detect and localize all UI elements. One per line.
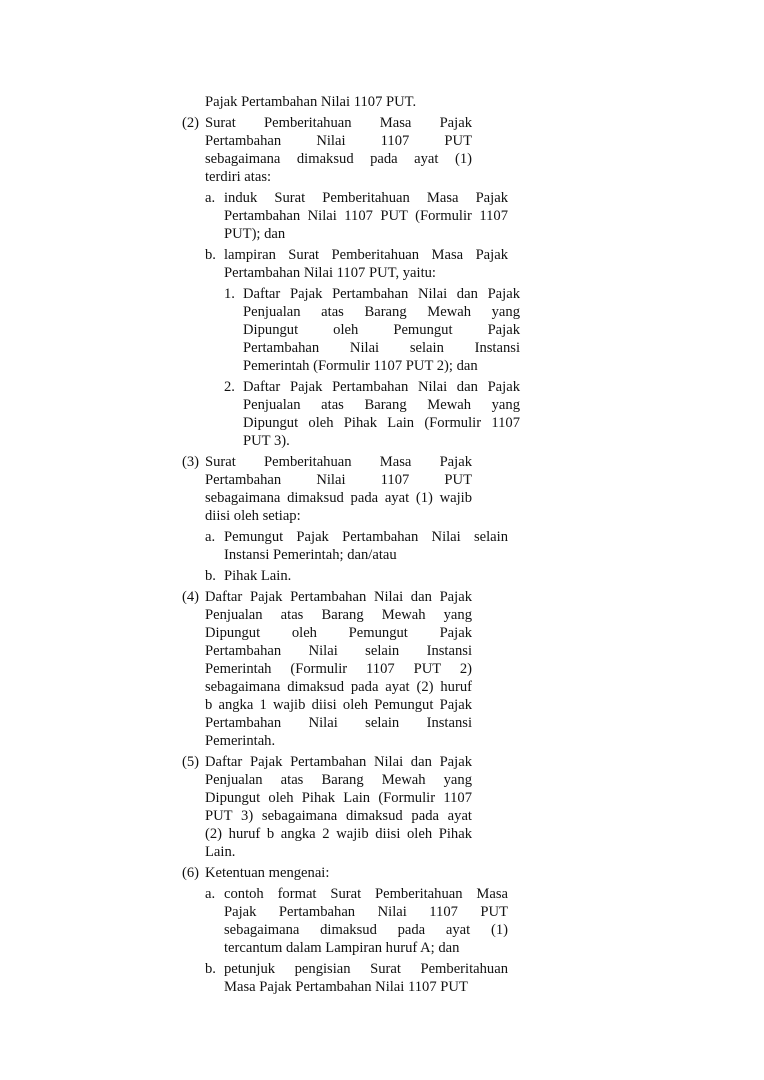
- paragraph-item: [0, 753, 764, 861]
- text-line: Penjualan atas Barang Mewah yang: [205, 772, 472, 788]
- text-line: contoh format Surat Pemberitahuan Masa: [224, 886, 508, 902]
- list-item: [0, 285, 764, 375]
- text-line: Surat Pemberitahuan Masa Pajak: [205, 454, 472, 470]
- item-text: [205, 864, 472, 882]
- text-line: sebagaimana dimaksud pada ayat (2) huruf: [205, 679, 472, 695]
- text-line: Pertambahan Nilai 1107 PUT: [205, 133, 472, 149]
- item-text: [205, 114, 472, 186]
- list-item: [0, 378, 764, 450]
- text-line: Daftar Pajak Pertambahan Nilai dan Pajak: [205, 589, 472, 605]
- text-line: PUT 3) sebagaimana dimaksud pada ayat: [205, 808, 472, 824]
- text-line: Pertambahan Nilai selain Instansi: [243, 340, 520, 356]
- text-line: Dipungut oleh Pemungut Pajak: [243, 322, 520, 338]
- text-line: Pihak Lain.: [224, 568, 292, 584]
- text-line: Pajak Pertambahan Nilai 1107 PUT: [224, 904, 508, 920]
- text-line: Surat Pemberitahuan Masa Pajak: [205, 115, 472, 131]
- item-number: 1.: [224, 286, 235, 302]
- item-text: [205, 588, 472, 750]
- item-number: b.: [205, 961, 216, 977]
- item-number: (3): [182, 454, 200, 470]
- text-line: (2) huruf b angka 2 wajib diisi oleh Pihak: [205, 826, 472, 842]
- text-line: Ketentuan mengenai:: [205, 865, 330, 881]
- item-text: [224, 528, 508, 564]
- text-line: Pemungut Pajak Pertambahan Nilai selain: [224, 529, 508, 545]
- text-line: Masa Pajak Pertambahan Nilai 1107 PUT: [224, 979, 468, 995]
- item-text: [243, 378, 520, 450]
- text-line: Pemerintah.: [205, 733, 276, 749]
- paragraph-item: [0, 114, 764, 186]
- text-line: Penjualan atas Barang Mewah yang: [243, 304, 520, 320]
- text-line: PUT); dan: [224, 226, 286, 242]
- text-line: Instansi Pemerintah; dan/atau: [224, 547, 397, 563]
- text-line: lampiran Surat Pemberitahuan Masa Pajak: [224, 247, 508, 263]
- list-item: [0, 885, 764, 957]
- text-line: Pertambahan Nilai selain Instansi: [205, 643, 472, 659]
- text-line: sebagaimana dimaksud pada ayat (1): [205, 151, 472, 167]
- item-number: a.: [205, 190, 216, 206]
- text-line: tercantum dalam Lampiran huruf A; dan: [224, 940, 460, 956]
- item-number: a.: [205, 529, 216, 545]
- text-line: Daftar Pajak Pertambahan Nilai dan Pajak: [205, 754, 472, 770]
- list-item: [0, 246, 764, 282]
- list-item: [0, 567, 764, 585]
- item-number: b.: [205, 247, 216, 263]
- text-line: Lain.: [205, 844, 236, 860]
- paragraph-item: [0, 864, 764, 882]
- text-line: diisi oleh setiap:: [205, 508, 301, 524]
- paragraph-item: [0, 453, 764, 525]
- item-text: [205, 453, 472, 525]
- item-text: [224, 189, 508, 243]
- text-line: Daftar Pajak Pertambahan Nilai dan Pajak: [243, 379, 520, 395]
- item-text: [224, 960, 508, 996]
- text-line: terdiri atas:: [205, 169, 272, 185]
- text-line: Pertambahan Nilai 1107 PUT: [205, 472, 472, 488]
- text-line: Pemerintah (Formulir 1107 PUT 2): [205, 661, 472, 677]
- text-line: Pertambahan Nilai 1107 PUT (Formulir 1107: [224, 208, 508, 224]
- text-line: PUT 3).: [243, 433, 290, 449]
- continued-text: [0, 93, 764, 111]
- text-line: petunjuk pengisian Surat Pemberitahuan: [224, 961, 508, 977]
- item-text: [205, 753, 472, 861]
- text-line: Pertambahan Nilai selain Instansi: [205, 715, 472, 731]
- text-line: Penjualan atas Barang Mewah yang: [205, 607, 472, 623]
- item-text: [224, 246, 508, 282]
- item-text: [205, 93, 472, 111]
- item-number: 2.: [224, 379, 235, 395]
- item-text: [224, 885, 508, 957]
- text-line: Dipungut oleh Pihak Lain (Formulir 1107: [243, 415, 520, 431]
- text-line: sebagaimana dimaksud pada ayat (1): [224, 922, 508, 938]
- text-line: Pertambahan Nilai 1107 PUT, yaitu:: [224, 265, 436, 281]
- item-number: (4): [182, 589, 200, 605]
- document-page: [0, 93, 764, 996]
- item-text: [243, 285, 520, 375]
- text-line: Dipungut oleh Pemungut Pajak: [205, 625, 472, 641]
- text-line: induk Surat Pemberitahuan Masa Pajak: [224, 190, 508, 206]
- list-item: [0, 528, 764, 564]
- text-line: b angka 1 wajib diisi oleh Pemungut Pajak: [205, 697, 472, 713]
- text-line: Pemerintah (Formulir 1107 PUT 2); dan: [243, 358, 478, 374]
- list-item: [0, 960, 764, 996]
- text-line: Pajak Pertambahan Nilai 1107 PUT.: [205, 94, 417, 110]
- paragraph-item: [0, 588, 764, 750]
- item-text: [224, 567, 508, 585]
- list-item: [0, 189, 764, 243]
- item-number: (6): [182, 865, 200, 881]
- text-line: sebagaimana dimaksud pada ayat (1) wajib: [205, 490, 472, 506]
- item-number: (2): [182, 115, 200, 131]
- text-line: Penjualan atas Barang Mewah yang: [243, 397, 520, 413]
- text-line: Daftar Pajak Pertambahan Nilai dan Pajak: [243, 286, 520, 302]
- text-line: Dipungut oleh Pihak Lain (Formulir 1107: [205, 790, 472, 806]
- item-number: a.: [205, 886, 216, 902]
- item-number: b.: [205, 568, 216, 584]
- item-number: (5): [182, 754, 200, 770]
